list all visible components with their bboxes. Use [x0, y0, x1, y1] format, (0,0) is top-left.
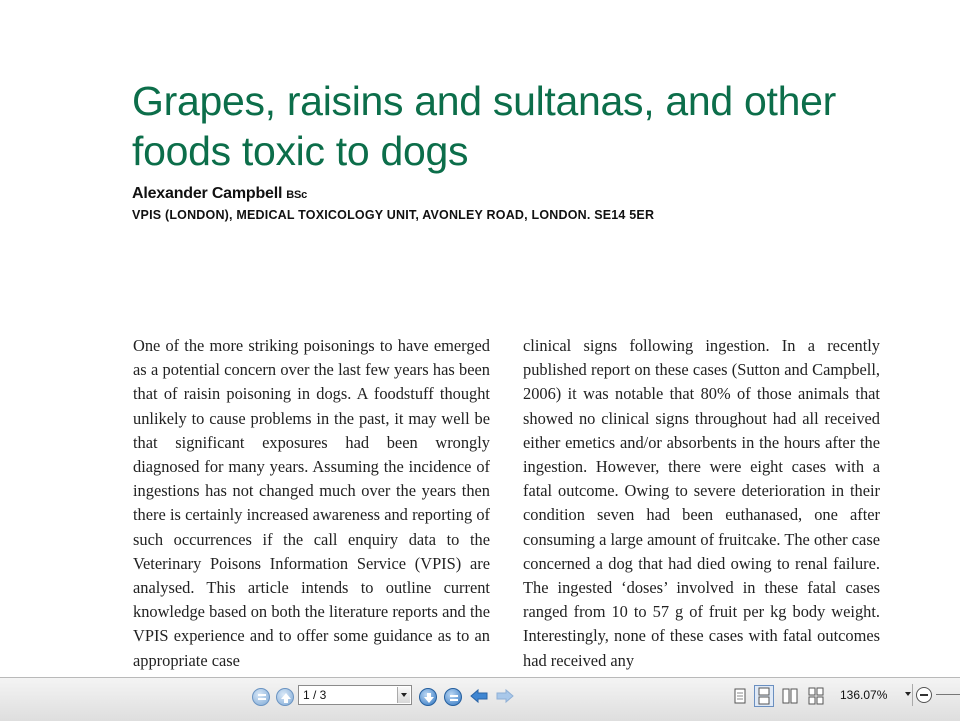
author-line	[132, 185, 307, 203]
author-name: Alexander Campbell	[132, 185, 283, 202]
last-page-icon[interactable]	[444, 688, 462, 706]
back-arrow-icon[interactable]	[470, 688, 488, 704]
zoom-slider[interactable]	[936, 694, 960, 695]
page-number-select[interactable]	[298, 685, 412, 705]
zoom-out-icon[interactable]	[916, 687, 932, 703]
body-column-left: One of the more striking poisonings to have emerged as a potential concern over the last few years has been that of raisin poisoning in dogs. A foodstuff thought unlikely to cause problems in the past, it may well be that significant exposures had been wrongly diagnosed for many years. Assuming the incidence of ingestions has not changed much over the years then there is certainly increased awareness and reporting of such occurrences if the call enquiry data to the Veterinary Poisons Information Service (VPIS) are analysed. This article intends to outline current knowledge based on both the literature reports and the VPIS experience and to offer some guidance as to an appropriate case	[133, 336, 490, 670]
body-column-right: clinical signs following ingestion. In a recently published report on these cases (Sutton and Campbell, 2006) it was notable that 80% of those animals that showed no clinical signs throughout had all received either emetics and/or absorbents in the hours after the ingestion. However, there were eight cases with a fatal outcome. Owing to severe deterioration in their condition seven had been euthanased, one after consuming a large amount of fruitcake. The other case concerned a dog that had died owing to renal failure. The ingested ‘doses’ involved in these fatal cases ranged from 10 to 57 g of fruit per kg body weight. Interestingly, none of these cases with fatal outcomes had received any	[523, 336, 880, 670]
toolbar-divider	[912, 684, 913, 706]
page-number-value: 1 / 3	[303, 688, 327, 702]
single-page-view-icon[interactable]	[730, 685, 750, 707]
author-degree: BSc	[286, 189, 308, 201]
previous-page-icon[interactable]	[276, 688, 294, 706]
chevron-down-icon[interactable]	[397, 687, 410, 703]
continuous-facing-view-icon[interactable]	[806, 685, 826, 707]
zoom-dropdown-icon[interactable]	[905, 692, 911, 696]
facing-view-icon[interactable]	[780, 685, 800, 707]
forward-arrow-icon[interactable]	[496, 688, 514, 704]
author-affiliation: VPIS (LONDON), MEDICAL TOXICOLOGY UNIT, AVONLEY ROAD, LONDON. SE14 5ER	[132, 208, 655, 222]
continuous-view-icon[interactable]	[754, 685, 774, 707]
zoom-level[interactable]: 136.07%	[840, 688, 888, 702]
article-title: Grapes, raisins and sultanas, and other foods toxic to dogs	[132, 78, 836, 174]
first-page-icon[interactable]	[252, 688, 270, 706]
next-page-icon[interactable]	[419, 688, 437, 706]
